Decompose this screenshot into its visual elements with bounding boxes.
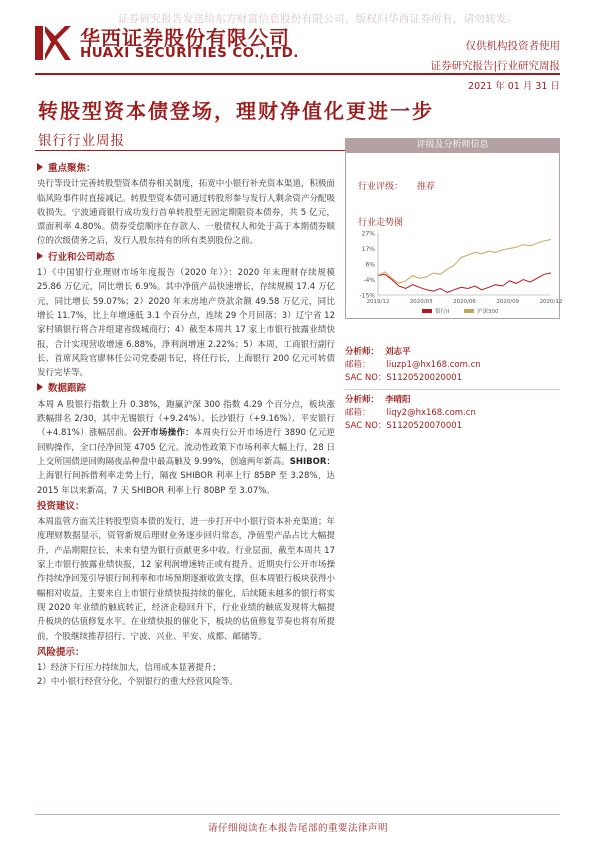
brand-name-en: HUAXI SECURITIES CO.,LTD. [80,45,299,61]
x-tick-label: 2020/12 [539,299,563,305]
header-divider [35,73,560,75]
y-tick-label: -15% [359,292,375,300]
section-news-heading: 行业和公司动态 [37,251,335,265]
report-subtitle: 银行行业周报 [38,133,125,149]
y-tick-label: 17% [361,246,375,253]
x-tick-label: 2020/03 [409,299,433,305]
triangle-bullet-icon [37,383,43,391]
section-data-text: 本周 A 股银行指数上升 0.38%，跑赢沪深 300 指数 4.29 个百分点，板块涨跌幅排名 2/30，其中无锡银行（+9.24%）、长沙银行（+9.16%）、平安银行（+4.81%）涨幅居前。公开市场操作：本周央行公开市场进行 3890 亿元逆回购操作，全口径净回笼 4705 亿元。流动性政策下市场利率大幅上行，28 日上交所国债逆回购隔夜品种盘中最高触及 9.99%，创逾两年新高。SHIBOR：上海银行间拆借利率走势上行，隔夜 SHIBOR 利率上行 85BP 至 3.28%，达 2015 年以来新高，7 天 SHIBOR 利率上行 80BP 至 3.07%。 [37,399,335,496]
company-logo [35,22,71,60]
risk-item: 1）经济下行压力持续加大，信用成本显著提升； [37,663,221,674]
y-tick-label: -4% [363,277,375,284]
legend-swatch [422,309,432,313]
trend-chart [346,229,563,319]
analyst-name: 刘志平 [385,347,411,357]
watermark: 证券研究报告发送给东方财富信息股份有限公司。版权归华西证券所有，请勿转发。 [118,13,518,25]
section-focus-heading: 重点聚焦： [37,162,335,176]
section-advice-text: 本周监管方面关注转股型资本债的发行，进一步打开中小银行资本补充渠道；年度理财数据显示，资管新规后理财业务逐步回归常态，净值型产品占比大幅提升，产品期限拉长，未来有望为银行贡献更多中收。行业层面，截至本周共 17 家上市银行披露业绩快报，12 家利润增速转正或有提升。近期央行公开市场操作持续净回笼引导银行间利率和市场预期逐渐收敛支撑，但本周银行板块获得小幅相对收益，主要来自上市银行业绩快报持续的催化，后续随未越多的银行将实现 2020 年业绩的触底转正，经济企稳回升下，行业业绩的触底发现将大幅提升板块的估值修复水平。在业绩快报的催化下，板块的估值修复节奏也将有所提前，个股继续推荐招行、宁波、兴业、平安、成都、邮储等。 [37,517,335,642]
report-title: 转股型资本债登场，理财净值化更进一步 [38,99,434,123]
y-tick-label: 27% [361,230,375,238]
section-focus-text: 央行等设计完善转股型资本债券相关制度，拓宽中小银行补充资本渠道，积极面临风险事件时直接减记。转股型资本债可通过转股形参与发行人剩余资产分配吸收损失。宁波通商银行成功发行首单转股型无固定期限资本债券，共 5 亿元，票面利率 4.80%。债券受偿顺序在存款人、一般债权人和处于高于本期债券顺位的次级债务之后，发行人股东持有的所有类别股份之前。 [37,179,335,247]
section-advice-heading: 投资建议： [37,500,85,512]
y-tick-label: 6% [365,261,375,269]
x-tick-label: 2020/09 [496,299,520,305]
footer-disclaimer: 请仔细阅读在本报告尾部的重要法律声明 [207,823,388,834]
section-data-heading: 数据跟踪 [37,382,335,396]
trend-chart-label: 行业走势图 [358,218,404,228]
main-content [37,160,335,690]
report-type: 证券研究报告|行业研究周报 [430,60,560,72]
analyst-name: 李晴阳 [385,395,411,405]
risk-item: 2）中小银行经营分化，个别银行的重大经营风险等。 [37,677,238,688]
footer-divider [35,814,560,815]
section-news-text: 1）《中国银行业理财市场年度报告（2020 年）》：2020 年末理财存续规模 25.86 万亿元，同比增长 6.9%。其中净值产品快速增长，存续规模 17.4 万亿元，同比增长 59.07%；2）2020 年末房地产贷款余额 49.58 万亿元，同比增长 11.7%，比上年增速低 3.1 个百分点，连续 29 个月回落；3）辽宁省 12 家村镇银行将合并组建省级城商行；4）截至本周共 17 家上市银行披露业绩快报，合计实现营收增速 6.88%，净利润增速 2.22%；5）本周，工商银行副行长、首席风险官廖林任公司党委副书记，将任行长，上海银行 200 亿元可转债发行完毕等。 [37,268,335,379]
analyst-sac: SAC NO：S1120520020001 [345,373,463,383]
analyst-card: 分析师： 刘志平 邮箱： liuzp1@hx168.com.cn SAC NO：S1120520020001 [345,346,560,385]
analyst-card: 分析师： 李晴阳 邮箱： liqy2@hx168.com.cn SAC NO：S1120520070001 [345,394,560,433]
rating-panel [345,138,563,319]
x-tick-label: 2020/06 [453,299,476,305]
triangle-bullet-icon [37,163,43,171]
analyst-sac: SAC NO：S1120520070001 [345,421,463,431]
analyst-divider [345,389,560,390]
series-line [378,273,551,292]
triangle-bullet-icon [37,252,43,260]
rating-panel-header: 评级及分析师信息 [345,138,560,153]
legend-label: 沪深300 [477,309,499,315]
report-date: 2021 年 01 月 31 日 [468,81,560,92]
analyst-info [345,346,560,433]
section-risk-heading: 风险提示： [37,646,85,658]
x-tick-label: 2019/12 [366,299,390,305]
industry-rating: 行业评级： 推荐 [358,182,436,192]
legend-label: 银行II [435,309,450,315]
legend-swatch [464,309,474,313]
rating-panel-body [345,153,563,319]
series-line [378,240,551,284]
brand-name-cn: 华西证券股份有限公司 [80,26,290,50]
analyst-email[interactable]: liqy2@hx168.com.cn [386,408,476,418]
analyst-email[interactable]: liuzp1@hx168.com.cn [386,360,481,370]
audience-note: 仅供机构投资者使用 [465,40,560,52]
